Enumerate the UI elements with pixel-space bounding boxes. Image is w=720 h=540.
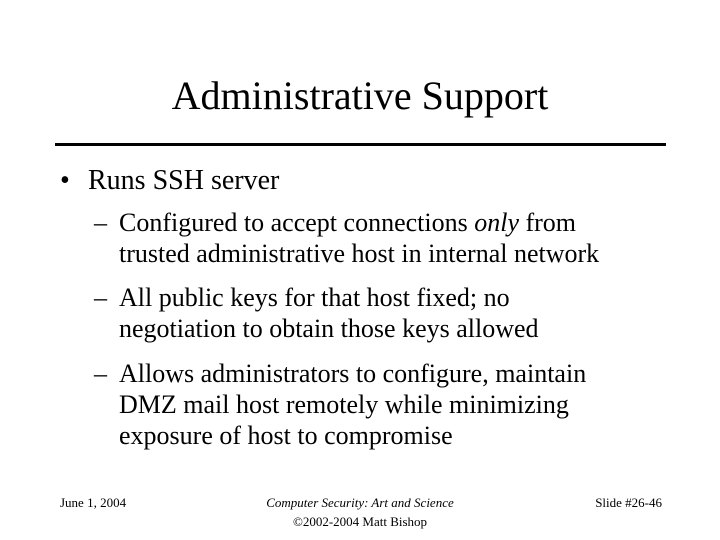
footer-date: June 1, 2004	[60, 495, 127, 510]
subpoint-marker: –	[94, 283, 107, 312]
subpoint-public-keys	[94, 282, 539, 344]
slide-title: Administrative Support	[171, 73, 549, 118]
footer-slide-number: Slide #26-46	[595, 495, 662, 510]
subpoint-line: exposure of host to compromise	[119, 421, 453, 450]
bullet-item	[60, 164, 279, 198]
subpoint-line: trusted administrative host in internal network	[119, 239, 600, 268]
subpoint-line	[94, 207, 599, 238]
subpoint-line: DMZ mail host remotely while minimizing	[119, 390, 569, 419]
subpoint-line: All public keys for that host fixed; no	[119, 283, 510, 312]
subpoint-marker: –	[94, 359, 107, 388]
subpoint-text: from	[518, 208, 577, 237]
footer-course-info	[210, 493, 510, 531]
footer-copyright: ©2002-2004 Matt Bishop	[292, 514, 428, 529]
subpoint-emphasis: only	[474, 208, 519, 237]
subpoint-line: Allows administrators to configure, maintain	[119, 359, 587, 388]
bullet-marker: •	[60, 165, 70, 196]
footer-course-title: Computer Security: Art and Science	[266, 495, 454, 510]
title-divider	[55, 143, 666, 146]
subpoint-accept-connections	[94, 207, 599, 269]
bullet-text: Runs SSH server	[88, 165, 280, 196]
subpoint-line: negotiation to obtain those keys allowed	[119, 314, 539, 343]
subpoint-text: Configured to accept connections	[119, 208, 475, 237]
subpoint-administrators	[94, 358, 586, 451]
subpoint-marker: –	[94, 208, 107, 237]
